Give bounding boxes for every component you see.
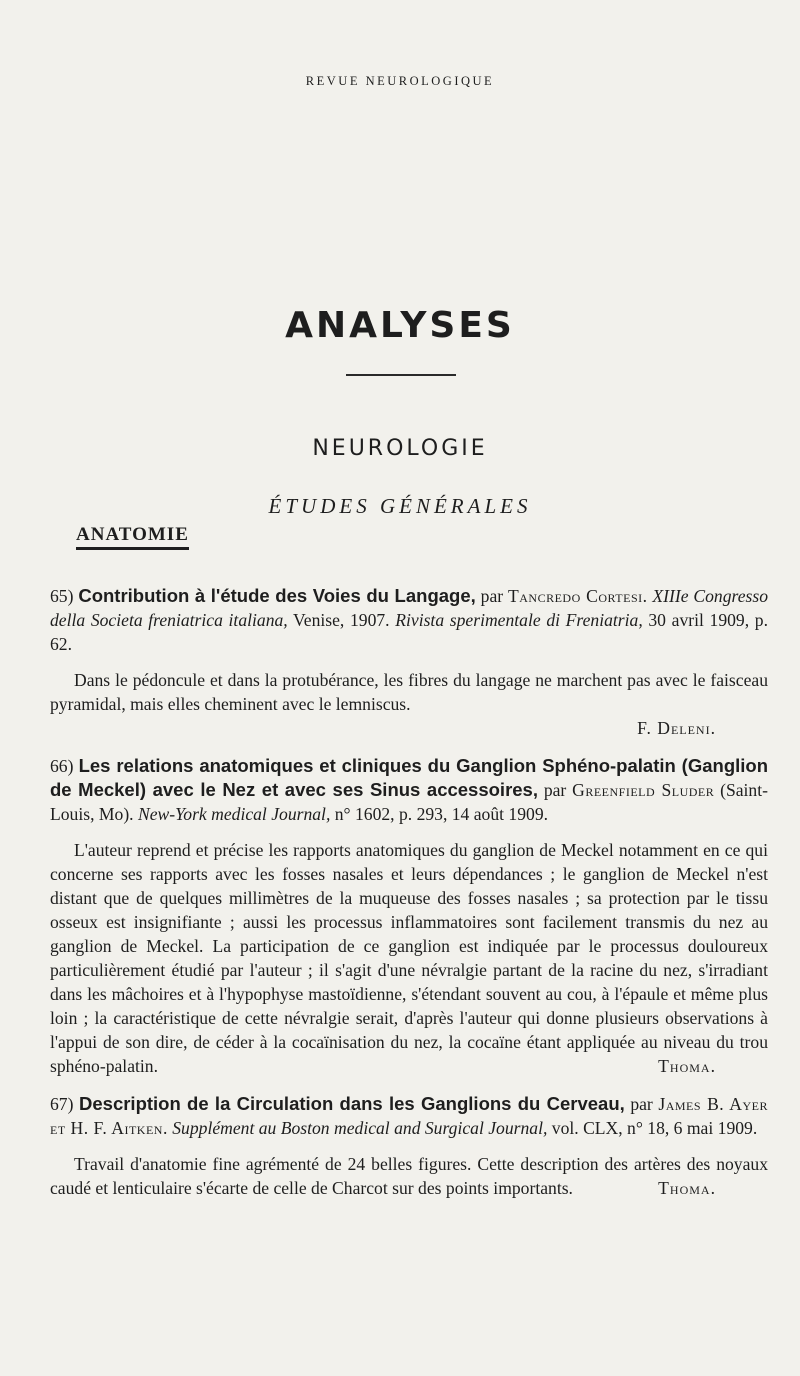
entry-body-text: L'auteur reprend et précise les rapports anatomiques du ganglion de Meckel notamment en ce qui concerne ses rapports avec les fosses nasales et leurs dépendances ; le ganglion de Meckel n'est distant que de quelques millimètres de la muqueuse des fosses nasales ; sa protection par le tissu osseux est insignifiante ; aussi les processus inflammatoires sont facilement transmis du nez au ganglion de Meckel. La participation de ce ganglion est indiquée par le processus douloureux particulièrement étudié par l'auteur ; il s'agit d'une névralgie partant de la racine du nez, s'irradiant dans les mâchoires et à l'hypophyse mastoïdienne, s'étendant souvent au cou, à l'épaule et même plus loin ; la caractéristique de cette névralgie serait, d'après l'auteur qui donne plusieurs observations à l'appui de son dire, de céder à la cocaïnisation du nez, la cocaïne étant appliquée au niveau du trou sphéno-palatin. [50, 840, 768, 1076]
entry-title: Contribution à l'étude des Voies du Langage, [78, 585, 476, 606]
entries-list [50, 584, 768, 1214]
entry-number: 66) [50, 756, 74, 776]
entry-number: 65) [50, 586, 74, 606]
running-head: REVUE NEUROLOGIQUE [305, 74, 495, 88]
entry-body [50, 838, 768, 1078]
entry-journal: Rivista sperimentale di Freniatria, [395, 610, 643, 630]
entry-reference [50, 754, 768, 826]
entry-by: par [624, 1094, 659, 1114]
entry-by: par [475, 586, 508, 606]
category-title: ÉTUDES GÉNÉRALES [268, 494, 532, 518]
entry-place: (Saint-Louis, Mo). [50, 780, 768, 824]
entry-date: n° 1602, p. 293, 14 août 1909. [330, 804, 549, 824]
entry-title: Description de la Circulation dans les Ganglions du Cerveau, [79, 1093, 625, 1114]
entry-reference [50, 1092, 768, 1140]
entry-number: 67) [50, 1094, 74, 1114]
title-rule [346, 374, 456, 376]
entry-67 [50, 1092, 768, 1200]
entry-author: Tancredo Cortesi. [507, 586, 648, 606]
entry-by: par [538, 780, 573, 800]
entry-citation: XIIIe Congresso della Societa freniatrica italiana, [50, 586, 768, 630]
entry-signature: Thoma. [658, 1056, 716, 1076]
entry-65 [50, 584, 768, 740]
entry-date: 30 avril 1909, p. 62. [50, 610, 768, 654]
entry-journal: New-York medical Journal, [137, 804, 331, 824]
entry-date: vol. CLX, n° 18, 6 mai 1909. [547, 1118, 758, 1138]
entry-signature: F. Deleni. [637, 718, 716, 738]
subsection-title: NEUROLOGIE [312, 436, 488, 461]
entry-body [50, 1152, 768, 1200]
entry-journal: Supplément au Boston medical and Surgical Journal, [167, 1118, 548, 1138]
entry-body: Dans le pédoncule et dans la protubérance, les fibres du langage ne marchent pas avec le faisceau pyramidal, mais elles cheminent avec le lemniscus. [50, 670, 768, 714]
entry-reference [50, 584, 768, 656]
entry-author: James B. Ayer et H. F. Aitken. [50, 1094, 768, 1138]
entry-signature: Thoma. [658, 1178, 716, 1198]
section-title: ANALYSES [285, 305, 515, 346]
subcategory-title: ANATOMIE [76, 524, 189, 550]
entry-place: Venise, 1907. [287, 610, 396, 630]
entry-body-text: Travail d'anatomie fine agrémenté de 24 belles figures. Cette description des artères des noyaux caudé et lenticulaire s'écarte de celle de Charcot sur des points importants. [50, 1154, 768, 1198]
entry-66 [50, 754, 768, 1078]
entry-title: Les relations anatomiques et cliniques du Ganglion Sphéno-palatin (Ganglion de Meckel) avec le Nez et avec ses Sinus accessoires, [50, 755, 768, 800]
entry-author: Greenfield Sluder [572, 780, 715, 800]
